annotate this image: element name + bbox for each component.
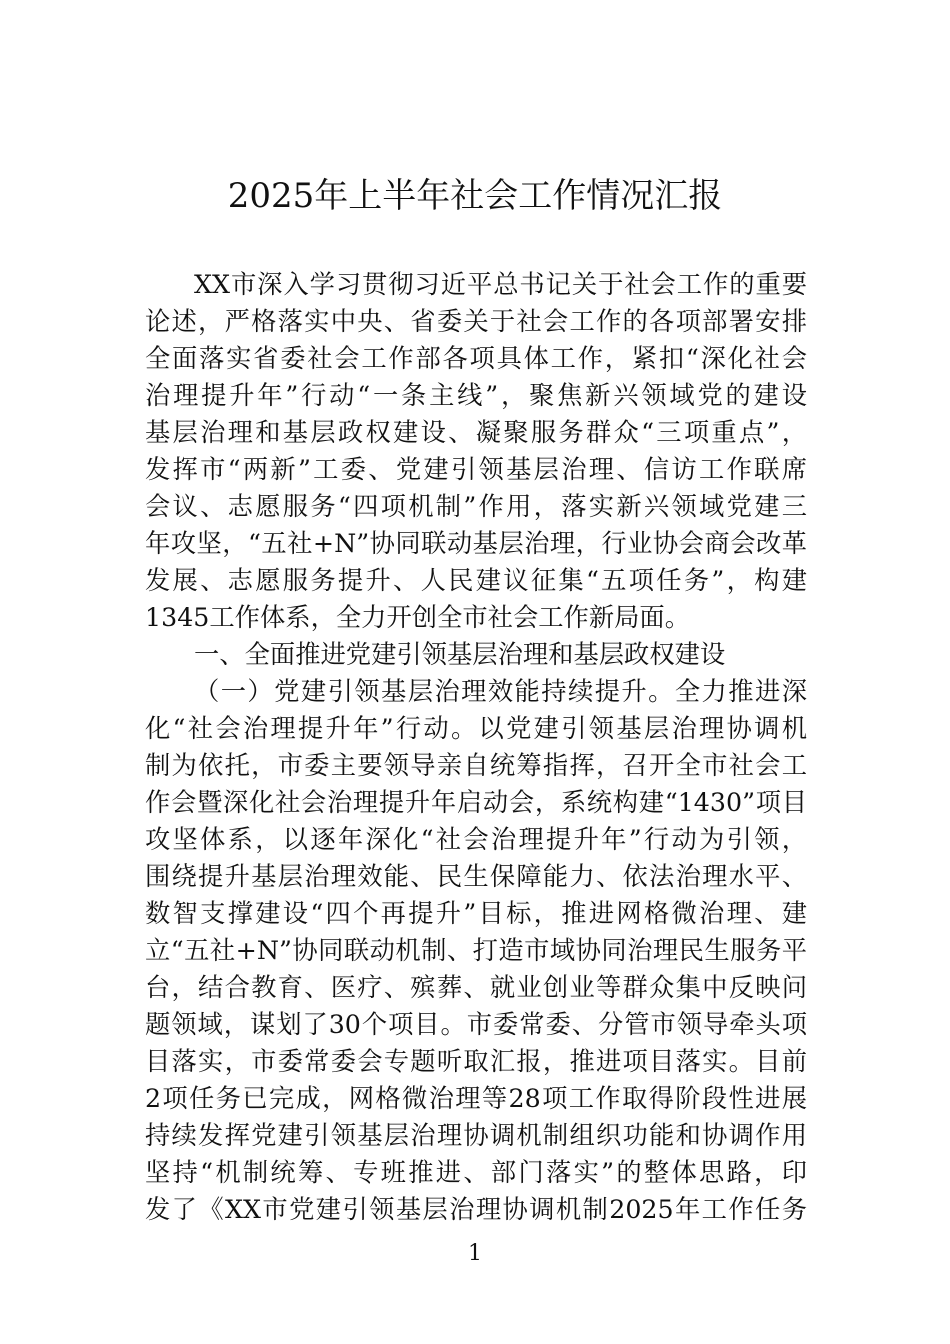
section-heading: 一、全面推进党建引领基层治理和基层政权建设	[194, 640, 726, 669]
paragraph-line: 会议、志愿服务“四项机制”作用，落实新兴领域党建三	[145, 492, 807, 521]
paragraph-line: 全面落实省委社会工作部各项具体工作，紧扣“深化社会	[145, 344, 807, 373]
paragraph-line: 发了《XX市党建引领基层治理协调机制2025年工作任务	[145, 1195, 807, 1224]
paragraph-line: 1345工作体系，全力开创全市社会工作新局面。	[145, 603, 691, 632]
paragraph-line: 作会暨深化社会治理提升年启动会，系统构建“1430”项目	[145, 788, 807, 817]
paragraph-line: 化“社会治理提升年”行动。以党建引领基层治理协调机	[145, 714, 807, 743]
paragraph-line: 持续发挥党建引领基层治理协调机制组织功能和协调作用	[145, 1121, 807, 1150]
paragraph-line: 题领域，谋划了30个项目。市委常委、分管市领导牵头项	[145, 1010, 807, 1039]
paragraph-line: 攻坚体系，以逐年深化“社会治理提升年”行动为引领，	[145, 825, 807, 854]
paragraph-line: 发挥市“两新”工委、党建引领基层治理、信访工作联席	[145, 455, 807, 484]
paragraph-line: XX市深入学习贯彻习近平总书记关于社会工作的重要	[194, 270, 807, 299]
paragraph-line: 年攻坚，“五社+N”协同联动基层治理，行业协会商会改革	[145, 529, 807, 558]
paragraph-line: 基层治理和基层政权建设、凝聚服务群众“三项重点”，	[145, 418, 807, 447]
paragraph-line: 治理提升年”行动“一条主线”，聚焦新兴领域党的建设	[145, 381, 807, 410]
paragraph-line: 制为依托，市委主要领导亲自统筹指挥，召开全市社会工	[145, 751, 807, 780]
paragraph-line: 围绕提升基层治理效能、民生保障能力、依法治理水平、	[145, 862, 807, 891]
page-number: 1	[468, 1241, 482, 1266]
paragraph-line: 数智支撑建设“四个再提升”目标，推进网格微治理、建	[145, 899, 807, 928]
paragraph-line: 2项任务已完成，网格微治理等28项工作取得阶段性进展	[145, 1084, 807, 1113]
paragraph-line: 发展、志愿服务提升、人民建议征集“五项任务”，构建	[145, 566, 807, 595]
paragraph-line: 台，结合教育、医疗、殡葬、就业创业等群众集中反映问	[145, 973, 807, 1002]
paragraph-line: （一）党建引领基层治理效能持续提升。全力推进深	[194, 677, 807, 706]
paragraph-line: 坚持“机制统筹、专班推进、部门落实”的整体思路，印	[145, 1158, 807, 1187]
paragraph-line: 立“五社+N”协同联动机制、打造市域协同治理民生服务平	[145, 936, 807, 965]
document-title: 2025年上半年社会工作情况汇报	[227, 176, 723, 216]
paragraph-line: 论述，严格落实中央、省委关于社会工作的各项部署安排	[145, 307, 807, 336]
paragraph-line: 目落实，市委常委会专题听取汇报，推进项目落实。目前	[145, 1047, 807, 1076]
